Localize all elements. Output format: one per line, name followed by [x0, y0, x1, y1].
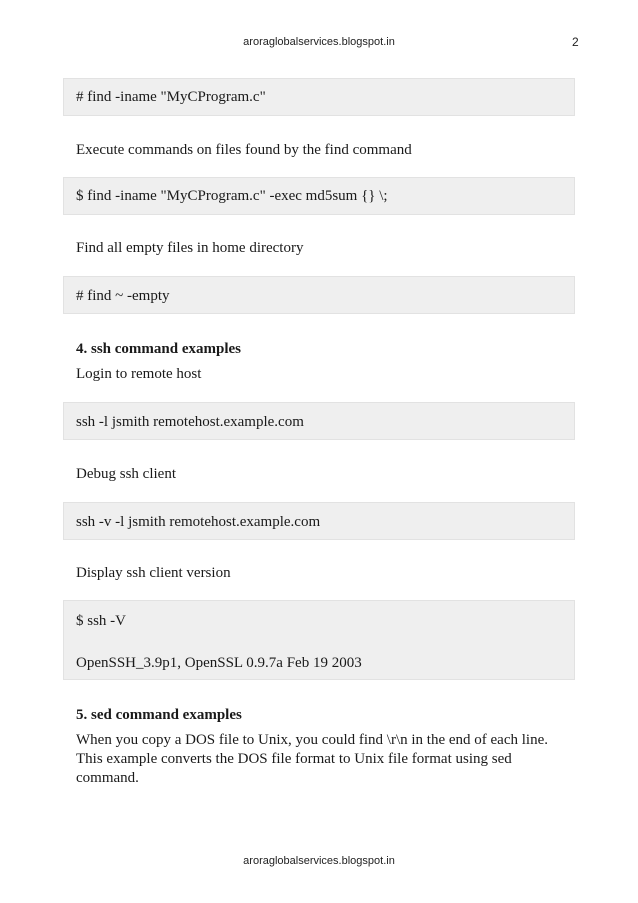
code-ssh-login: ssh -l jsmith remotehost.example.com	[76, 414, 304, 430]
code-find-iname: # find -iname "MyCProgram.c"	[76, 89, 266, 105]
page-number: 2	[572, 35, 579, 49]
footer-site: aroraglobalservices.blogspot.in	[243, 855, 395, 867]
ssh-heading: 4. ssh command examples	[76, 341, 242, 357]
code-find-exec: $ find -iname "MyCProgram.c" -exec md5sum {} \;	[76, 188, 388, 204]
output-ssh-version: OpenSSH_3.9p1, OpenSSL 0.9.7a Feb 19 2003	[76, 655, 362, 671]
sed-paragraph: When you copy a DOS file to Unix, you could find \r\n in the end of each line. This example converts the DOS file format to Unix file format using sed command.	[76, 732, 548, 786]
code-find-empty: # find ~ -empty	[76, 288, 170, 304]
header-site: aroraglobalservices.blogspot.in	[243, 36, 395, 48]
text-login: Login to remote host	[76, 366, 202, 382]
code-ssh-debug: ssh -v -l jsmith remotehost.example.com	[76, 514, 321, 530]
sed-heading: 5. sed command examples	[76, 707, 242, 723]
text-debug: Debug ssh client	[76, 466, 176, 482]
text-exec: Execute commands on files found by the find command	[76, 142, 412, 158]
code-ssh-version: $ ssh -V	[76, 613, 127, 629]
text-version: Display ssh client version	[76, 565, 231, 581]
text-empty: Find all empty files in home directory	[76, 240, 304, 256]
